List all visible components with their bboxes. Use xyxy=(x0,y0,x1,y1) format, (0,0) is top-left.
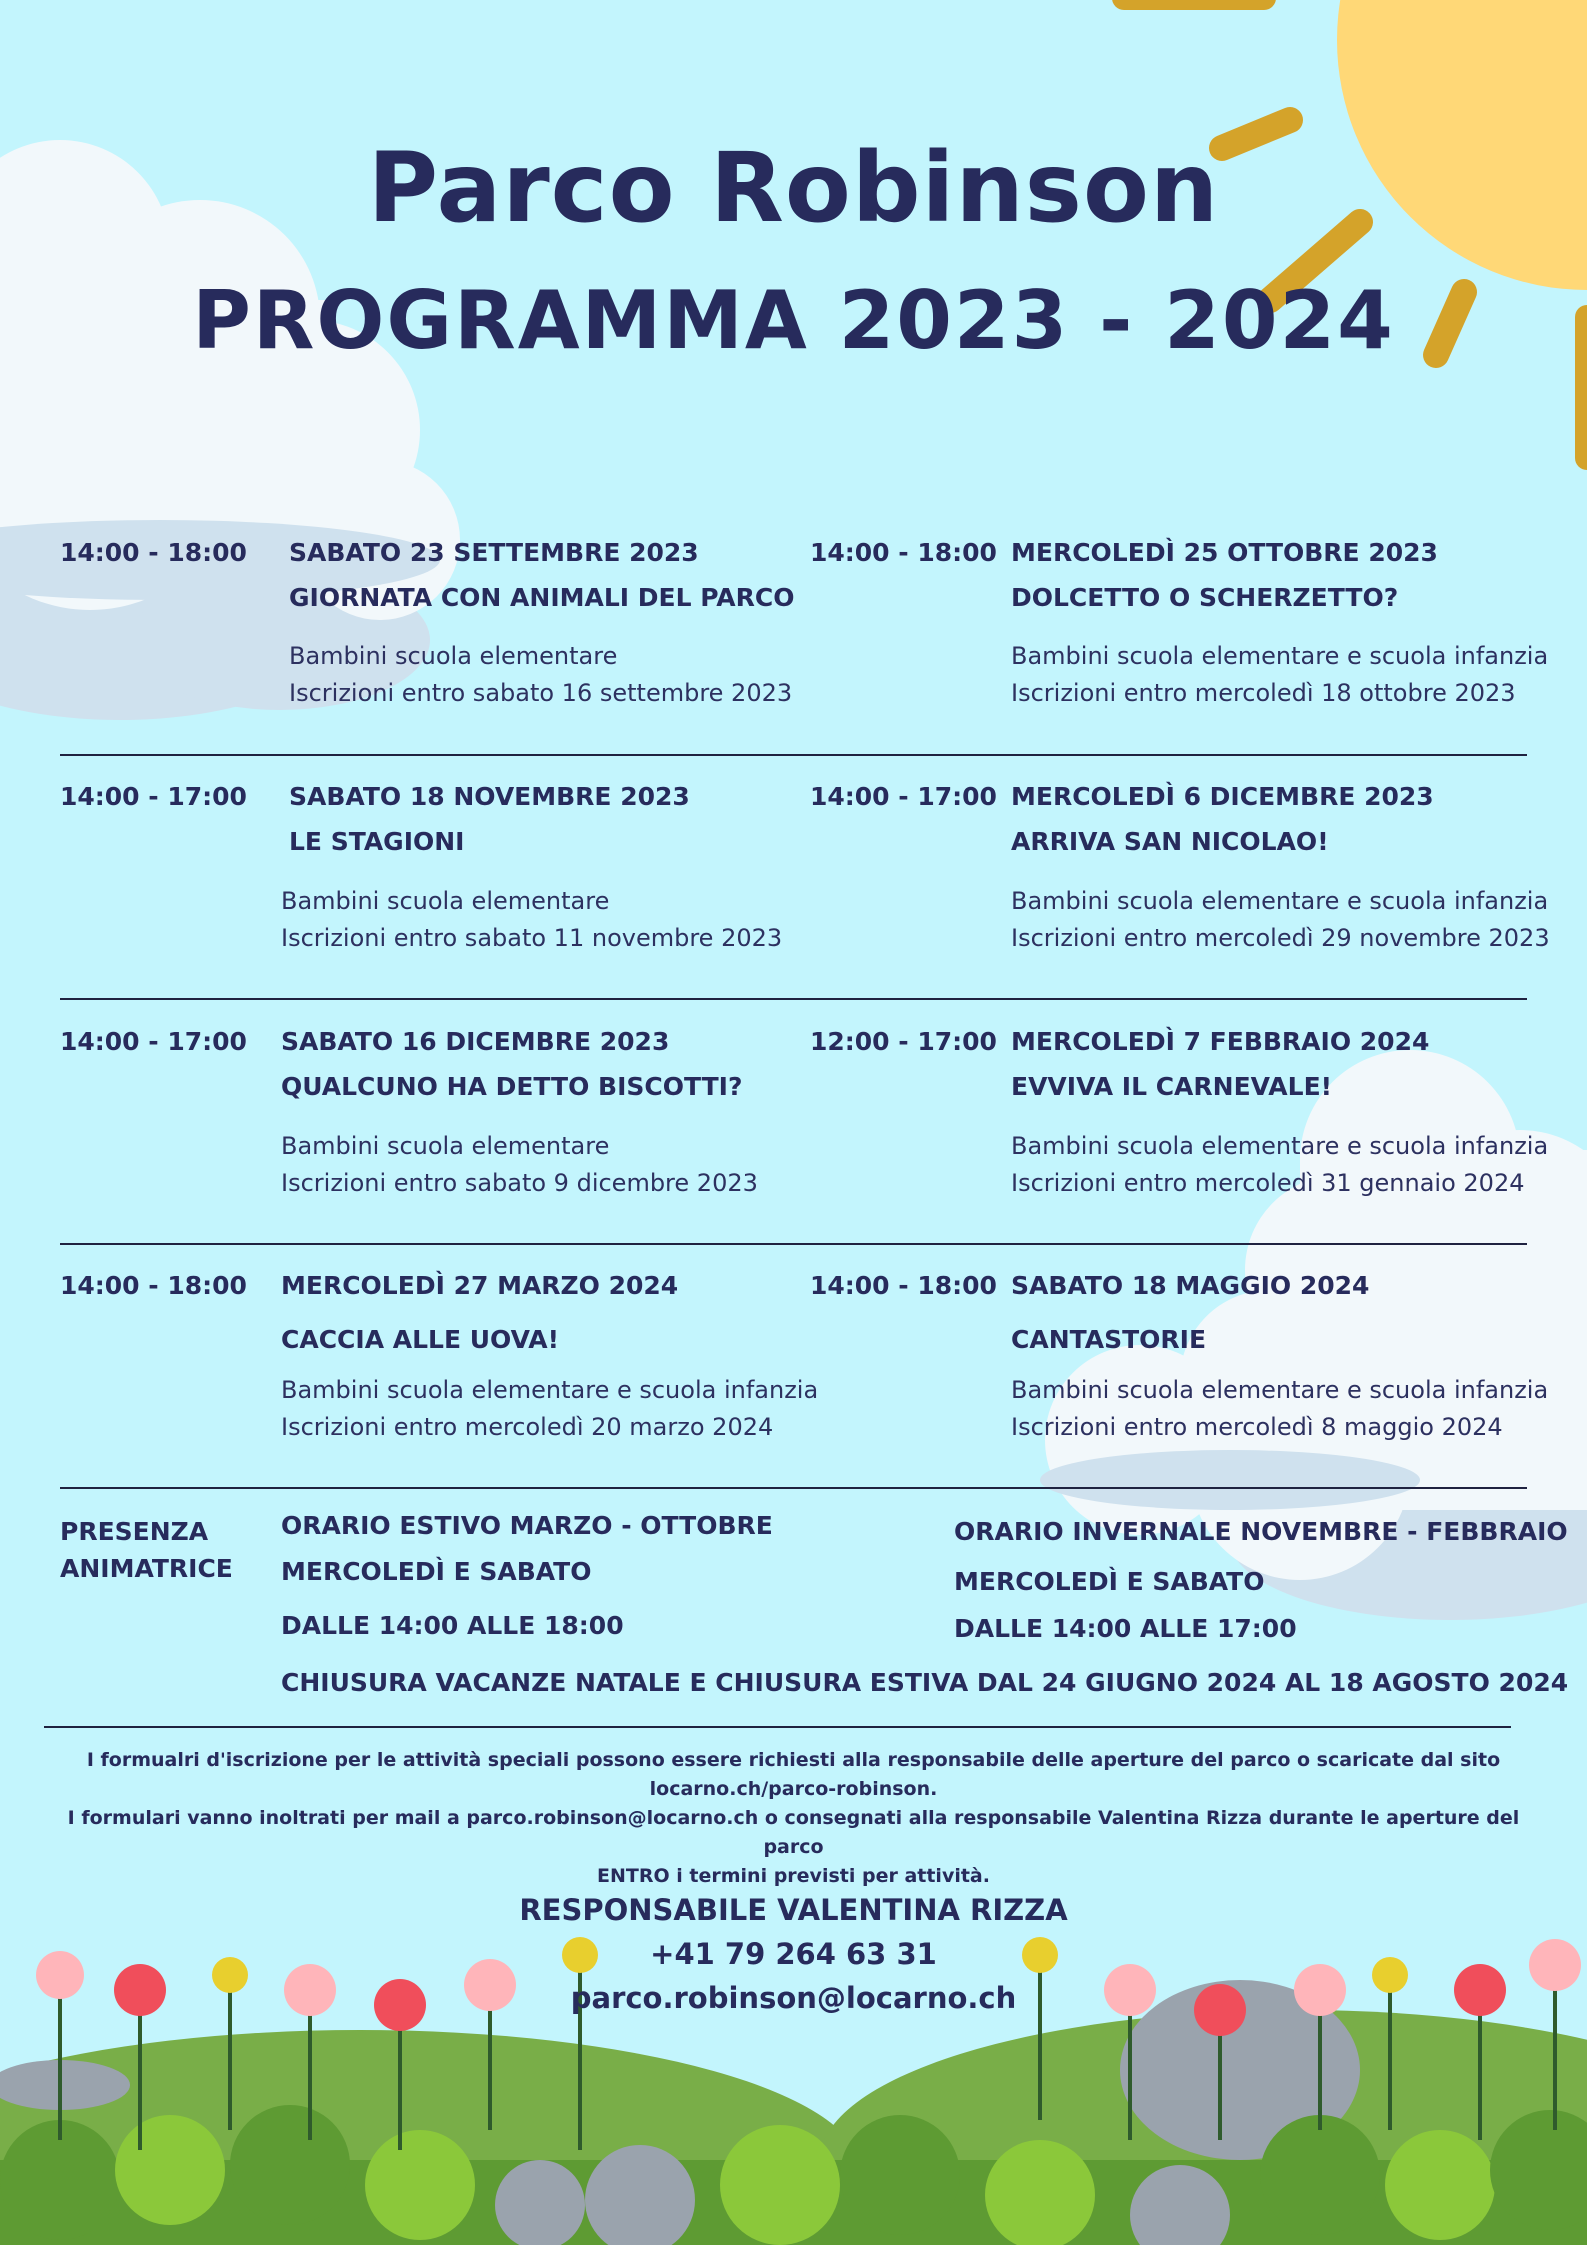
event-title: QUALCUNO HA DETTO BISCOTTI? xyxy=(281,1072,743,1101)
event-deadline: Iscrizioni entro mercoledì 29 novembre 2023 xyxy=(1011,924,1550,952)
event-date: MERCOLEDÌ 25 OTTOBRE 2023 xyxy=(1011,538,1438,567)
event-title: GIORNATA CON ANIMALI DEL PARCO xyxy=(289,583,795,612)
event-time: 14:00 - 18:00 xyxy=(60,538,247,567)
divider xyxy=(60,754,1527,756)
page-title: Parco Robinson xyxy=(367,132,1220,244)
winter-schedule-days: MERCOLEDÌ E SABATO xyxy=(954,1567,1265,1596)
event-title: ARRIVA SAN NICOLAO! xyxy=(1011,827,1329,856)
event-time: 14:00 - 18:00 xyxy=(810,538,997,567)
event-deadline: Iscrizioni entro mercoledì 18 ottobre 2023 xyxy=(1011,679,1516,707)
event-date: SABATO 18 MAGGIO 2024 xyxy=(1011,1271,1370,1300)
divider xyxy=(44,1726,1511,1728)
event-date: SABATO 16 DICEMBRE 2023 xyxy=(281,1027,670,1056)
presence-label: PRESENZA xyxy=(60,1517,209,1546)
divider xyxy=(60,1487,1527,1489)
event-time: 14:00 - 17:00 xyxy=(810,782,997,811)
event-date: SABATO 18 NOVEMBRE 2023 xyxy=(289,782,690,811)
event-deadline: Iscrizioni entro sabato 9 dicembre 2023 xyxy=(281,1169,758,1197)
contact-phone: +41 79 264 63 31 xyxy=(650,1937,937,1971)
event-time: 14:00 - 17:00 xyxy=(60,782,247,811)
event-title: EVVIVA IL CARNEVALE! xyxy=(1011,1072,1333,1101)
event-time: 14:00 - 18:00 xyxy=(810,1271,997,1300)
event-audience: Bambini scuola elementare xyxy=(281,1132,610,1160)
info-line: I formualri d'iscrizione per le attività speciali possono essere richiesti alla responsabile delle aperture del parco o scaricate dal sito xyxy=(86,1749,1501,1771)
event-deadline: Iscrizioni entro sabato 11 novembre 2023 xyxy=(281,924,783,952)
event-time: 14:00 - 18:00 xyxy=(60,1271,247,1300)
info-line: I formulari vanno inoltrati per mail a parco.robinson@locarno.ch o consegnati alla responsabile Valentina Rizza durante le aperture del parco xyxy=(67,1807,1520,1858)
event-audience: Bambini scuola elementare e scuola infanzia xyxy=(1011,1132,1549,1160)
divider xyxy=(60,1243,1527,1245)
summer-schedule-title: ORARIO ESTIVO MARZO - OTTOBRE xyxy=(281,1511,773,1540)
info-line: ENTRO i termini previsti per attività. xyxy=(597,1865,990,1887)
event-date: MERCOLEDÌ 6 DICEMBRE 2023 xyxy=(1011,782,1434,811)
page-subtitle: PROGRAMMA 2023 - 2024 xyxy=(192,274,1395,367)
divider xyxy=(60,998,1527,1000)
event-audience: Bambini scuola elementare e scuola infanzia xyxy=(1011,642,1549,670)
summer-schedule-days: MERCOLEDÌ E SABATO xyxy=(281,1557,592,1586)
event-deadline: Iscrizioni entro mercoledì 31 gennaio 2024 xyxy=(1011,1169,1525,1197)
registration-info xyxy=(40,1746,1547,1891)
event-audience: Bambini scuola elementare e scuola infanzia xyxy=(1011,887,1549,915)
contact-email: parco.robinson@locarno.ch xyxy=(570,1981,1017,2015)
event-date: SABATO 23 SETTEMBRE 2023 xyxy=(289,538,699,567)
event-title: LE STAGIONI xyxy=(289,827,465,856)
event-date: MERCOLEDÌ 27 MARZO 2024 xyxy=(281,1271,679,1300)
event-title: DOLCETTO O SCHERZETTO? xyxy=(1011,583,1399,612)
event-date: MERCOLEDÌ 7 FEBBRAIO 2024 xyxy=(1011,1027,1430,1056)
closure-notice: CHIUSURA VACANZE NATALE E CHIUSURA ESTIVA DAL 24 GIUGNO 2024 AL 18 AGOSTO 2024 xyxy=(281,1668,1569,1697)
event-audience: Bambini scuola elementare xyxy=(289,642,618,670)
event-deadline: Iscrizioni entro mercoledì 20 marzo 2024 xyxy=(281,1413,774,1441)
event-audience: Bambini scuola elementare e scuola infanzia xyxy=(1011,1376,1549,1404)
event-audience: Bambini scuola elementare e scuola infanzia xyxy=(281,1376,819,1404)
presence-label: ANIMATRICE xyxy=(60,1554,233,1583)
event-deadline: Iscrizioni entro mercoledì 8 maggio 2024 xyxy=(1011,1413,1503,1441)
responsible-name: RESPONSABILE VALENTINA RIZZA xyxy=(519,1893,1068,1927)
event-title: CACCIA ALLE UOVA! xyxy=(281,1325,560,1354)
event-audience: Bambini scuola elementare xyxy=(281,887,610,915)
info-line: locarno.ch/parco-robinson. xyxy=(649,1778,938,1800)
event-title: CANTASTORIE xyxy=(1011,1325,1207,1354)
event-deadline: Iscrizioni entro sabato 16 settembre 2023 xyxy=(289,679,793,707)
event-time: 12:00 - 17:00 xyxy=(810,1027,997,1056)
contact-block xyxy=(0,1888,1587,2020)
winter-schedule-title: ORARIO INVERNALE NOVEMBRE - FEBBRAIO xyxy=(954,1517,1568,1546)
summer-schedule-hours: DALLE 14:00 ALLE 18:00 xyxy=(281,1611,624,1640)
winter-schedule-hours: DALLE 14:00 ALLE 17:00 xyxy=(954,1614,1297,1643)
event-time: 14:00 - 17:00 xyxy=(60,1027,247,1056)
